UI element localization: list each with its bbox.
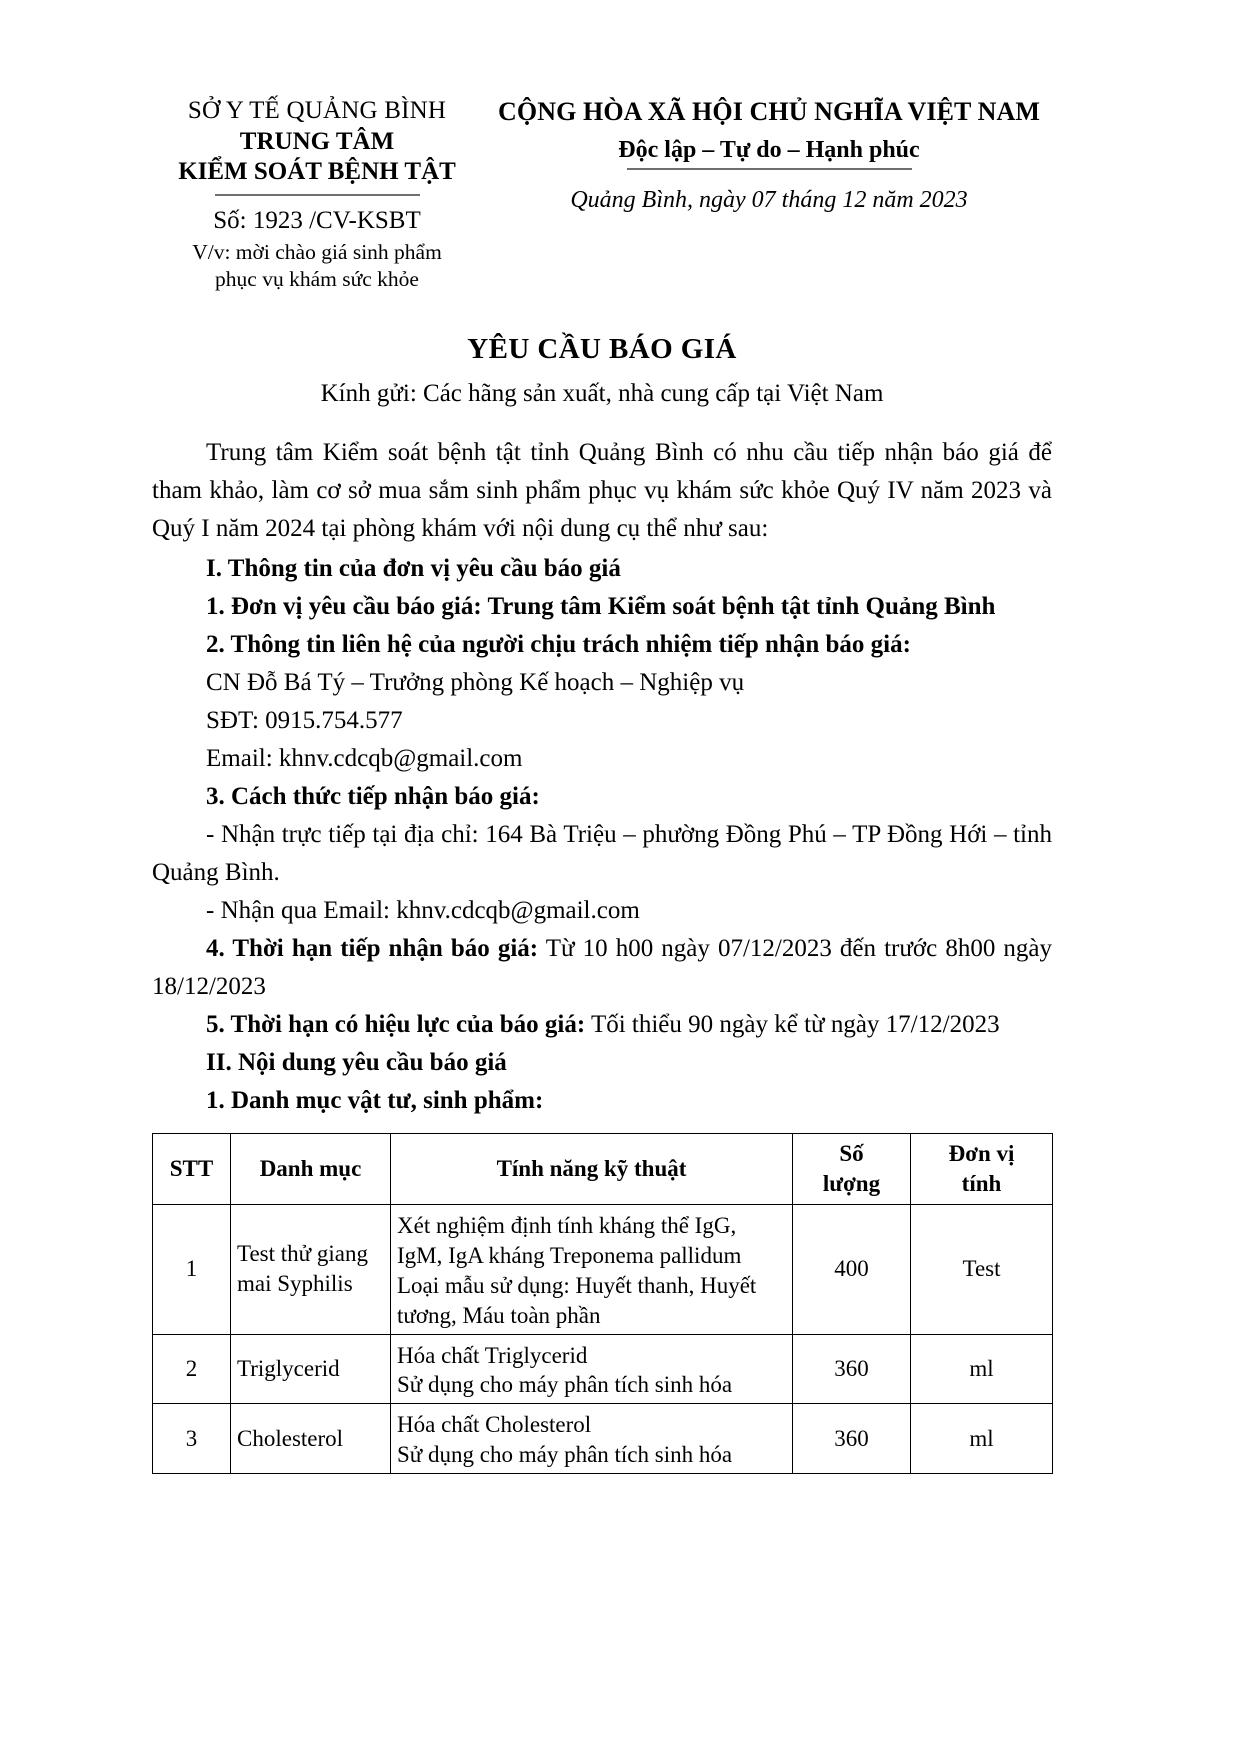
- column-header-quantity: [793, 1134, 911, 1205]
- cell-quantity: 360: [793, 1404, 911, 1474]
- section1-item2-label: 2. Thông tin liên hệ của người chịu trách nhiệm tiếp nhận báo giá:: [206, 631, 911, 659]
- section2-item1-label: 1. Danh mục vật tư, sinh phẩm:: [206, 1087, 544, 1115]
- cell-stt: 2: [153, 1334, 231, 1404]
- national-motto: Độc lập – Tự do – Hạnh phúc: [618, 136, 920, 163]
- section-heading-2: II. Nội dung yêu cầu báo giá: [206, 1049, 507, 1077]
- section1-item5-value: Tối thiểu 90 ngày kể từ ngày 17/12/2023: [585, 1011, 1000, 1039]
- section1-item4: [152, 930, 1052, 1006]
- table-body: [153, 1204, 1053, 1473]
- table-header-row: [153, 1134, 1053, 1205]
- cell-name: Test thử giang mai Syphilis: [231, 1204, 391, 1334]
- section1-item1: [152, 588, 1052, 626]
- section1-item1-label: 1. Đơn vị yêu cầu báo giá:: [206, 593, 482, 621]
- contact-name: CN Đỗ Bá Tý – Trưởng phòng Kế hoạch – Nghiệp vụ: [206, 669, 745, 697]
- addressee-line: Kính gửi: Các hãng sản xuất, nhà cung cấp tại Việt Nam: [320, 380, 884, 408]
- receive-method-email: - Nhận qua Email: khnv.cdcqb@gmail.com: [206, 897, 640, 925]
- column-header-spec: Tính năng kỹ thuật: [391, 1134, 793, 1205]
- document-subject-line-1: V/v: mời chào giá sinh phẩm: [192, 240, 442, 264]
- table-row: [153, 1404, 1053, 1474]
- page-title: YÊU CẦU BÁO GIÁ: [467, 333, 737, 366]
- column-header-unit: [911, 1134, 1053, 1205]
- national-title: CỘNG HÒA XÃ HỘI CHỦ NGHĨA VIỆT NAM: [498, 97, 1040, 126]
- section1-item5-label: 5. Thời hạn có hiệu lực của báo giá:: [206, 1011, 586, 1039]
- table-row: [153, 1334, 1053, 1404]
- center-name: KIỂM SOÁT BỆNH TẬT: [178, 158, 456, 185]
- section1-item1-value: Trung tâm Kiểm soát bệnh tật tỉnh Quảng Bình: [481, 593, 996, 621]
- items-table: [152, 1133, 1053, 1474]
- column-header-unit-line1: Đơn vị: [948, 1141, 1015, 1167]
- cell-stt: 1: [153, 1204, 231, 1334]
- document-subject: [152, 239, 482, 293]
- document-content: [152, 96, 1052, 1474]
- column-header-unit-line2: tính: [961, 1171, 1002, 1197]
- cell-quantity: 400: [793, 1204, 911, 1334]
- spec-line: Loại mẫu sử dụng: Huyết thanh, Huyết tương, Máu toàn phần: [397, 1272, 757, 1328]
- spec-line: Hóa chất Cholesterol: [397, 1412, 592, 1438]
- section1-item5: [152, 1006, 1052, 1044]
- spec-line: Hóa chất Triglycerid: [397, 1342, 588, 1368]
- intro-paragraph: Trung tâm Kiểm soát bệnh tật tỉnh Quảng Bình có nhu cầu tiếp nhận báo giá để tham khảo, làm cơ sở mua sắm sinh phẩm phục vụ khám sức khỏe Quý IV năm 2023 và Quý I năm 2024 tại phòng khám với nội dung cụ thể như sau:: [152, 439, 1052, 543]
- cell-name: Cholesterol: [231, 1404, 391, 1474]
- cell-quantity: 360: [793, 1334, 911, 1404]
- contact-phone: SĐT: 0915.754.577: [206, 707, 403, 735]
- cell-spec: [391, 1334, 793, 1404]
- place-and-date: Quảng Bình, ngày 07 tháng 12 năm 2023: [570, 186, 968, 213]
- section-heading-1: I. Thông tin của đơn vị yêu cầu báo giá: [206, 555, 621, 583]
- issuing-organization-block: [152, 96, 482, 293]
- receive-method-in-person: - Nhận trực tiếp tại địa chỉ: 164 Bà Triệu – phường Đồng Phú – TP Đồng Hới – tỉnh Quảng Bình.: [152, 821, 1052, 887]
- document-number: Số: 1923 /CV-KSBT: [213, 206, 421, 234]
- column-header-stt: STT: [153, 1134, 231, 1205]
- section1-item3-label: 3. Cách thức tiếp nhận báo giá:: [206, 783, 540, 811]
- spec-line: Sử dụng cho máy phân tích sinh hóa: [397, 1442, 733, 1468]
- table-row: [153, 1204, 1053, 1334]
- document-subject-line-2: phục vụ khám sức khỏe: [215, 267, 419, 292]
- document-body: [152, 434, 1052, 1120]
- cell-spec: [391, 1204, 793, 1334]
- cell-unit: ml: [911, 1404, 1053, 1474]
- column-header-quantity-line1: Số: [839, 1141, 864, 1167]
- cell-unit: ml: [911, 1334, 1053, 1404]
- cell-unit: Test: [911, 1204, 1053, 1334]
- contact-email: Email: khnv.cdcqb@gmail.com: [206, 745, 523, 773]
- department-name: SỞ Y TẾ QUẢNG BÌNH: [187, 97, 447, 124]
- column-header-quantity-line2: lượng: [822, 1171, 881, 1197]
- cell-spec: [391, 1404, 793, 1474]
- title-block: [152, 333, 1052, 408]
- spec-line: Sử dụng cho máy phân tích sinh hóa: [397, 1372, 733, 1398]
- section1-item4-label: 4. Thời hạn tiếp nhận báo giá:: [206, 935, 539, 963]
- cell-stt: 3: [153, 1404, 231, 1474]
- organization-underline-rule: [215, 194, 420, 196]
- section1-item4-value: Từ 10 h00 ngày 07/12/2023 đến trước 8h00 ngày 18/12/2023: [152, 935, 1052, 1001]
- national-motto-underline-rule: [627, 168, 912, 170]
- cell-name: Triglycerid: [231, 1334, 391, 1404]
- national-header-block: [482, 96, 1052, 214]
- spec-line: Xét nghiệm định tính kháng thể IgG, IgM, IgA kháng Treponema pallidum: [397, 1212, 742, 1268]
- column-header-name: Danh mục: [231, 1134, 391, 1205]
- letterhead: [152, 96, 1052, 293]
- center-label: TRUNG TÂM: [239, 127, 395, 155]
